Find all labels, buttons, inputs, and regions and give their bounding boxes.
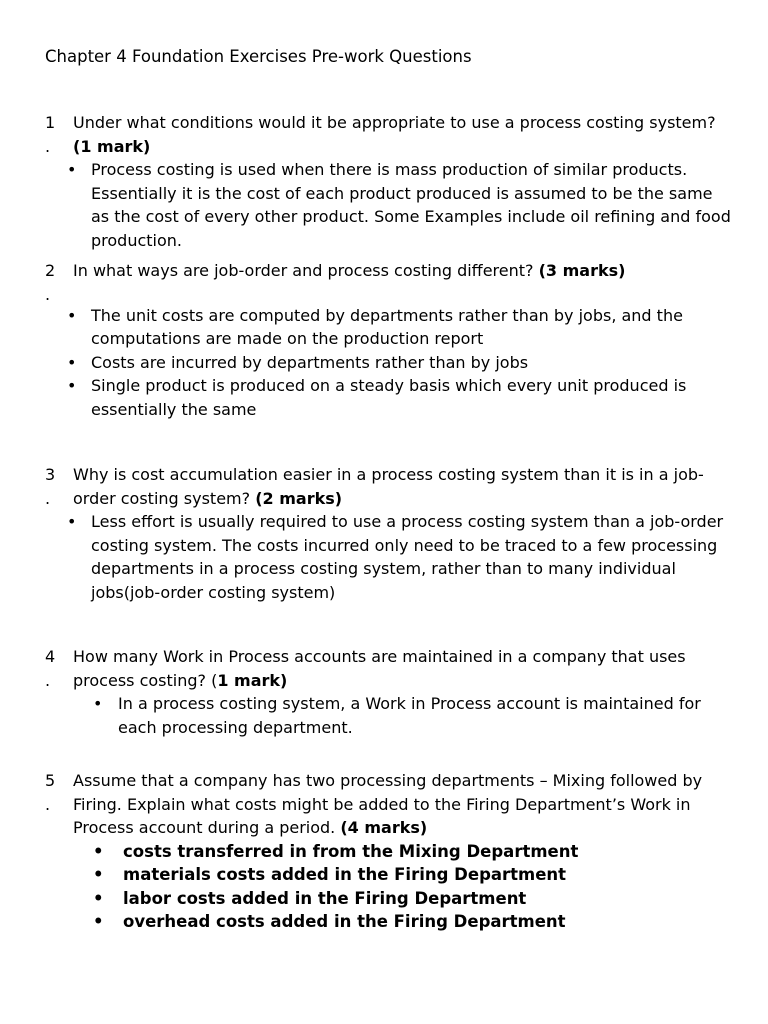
answer-item: • materials costs added in the Firing Department xyxy=(45,863,735,887)
question-5-answers xyxy=(45,840,735,934)
answer-item: • In a process costing system, a Work in Process account is maintained for each processing department. xyxy=(93,694,701,737)
question-3-answers xyxy=(45,510,735,604)
question-3-text: 3 . Why is cost accumulation easier in a process costing system than it is in a job-order costing system? (2 marks) xyxy=(45,463,735,510)
question-1-text: 1 . Under what conditions would it be appropriate to use a process costing system? (1 mark) xyxy=(45,111,735,158)
answer-item: • The unit costs are computed by departments rather than by jobs, and the computations are made on the production report xyxy=(67,305,683,348)
bullet-icon: • xyxy=(67,352,77,372)
question-1 xyxy=(45,111,735,252)
bullet-icon: • xyxy=(67,512,77,531)
bullet-icon: • xyxy=(93,888,104,908)
question-3 xyxy=(45,463,735,604)
bullet-icon: • xyxy=(67,160,77,179)
question-4-number: 4 . xyxy=(45,647,56,690)
question-2-answers xyxy=(45,304,735,422)
answer-item: • Single product is produced on a steady basis which every unit produced is essentially the same xyxy=(67,376,687,419)
question-4-text: 4 . How many Work in Process accounts are maintained in a company that uses process costing? (1 mark) xyxy=(45,645,735,692)
answer-item: • Process costing is used when there is mass production of similar products. Essentially it is the cost of each product produced is assumed to be the same as the cost of every other product. Some Examples include oil refining and food production. xyxy=(67,160,731,250)
question-1-number: 1 . xyxy=(45,113,56,156)
bullet-icon: • xyxy=(93,841,104,861)
answer-item: • costs transferred in from the Mixing Department xyxy=(45,840,735,864)
question-2-text: 2 . In what ways are job-order and process costing different? (3 marks) xyxy=(45,259,735,283)
question-3-number: 3 . xyxy=(45,465,56,508)
page-title: Chapter 4 Foundation Exercises Pre-work Questions xyxy=(45,47,472,66)
answer-item: • Costs are incurred by departments rather than by jobs xyxy=(45,351,735,375)
bullet-icon: • xyxy=(67,376,77,395)
bullet-icon: • xyxy=(67,305,77,325)
question-1-marks: (1 mark) xyxy=(73,136,151,156)
question-5-marks: (4 marks) xyxy=(340,818,428,837)
question-1-answers xyxy=(45,158,735,252)
question-2 xyxy=(45,259,735,421)
question-5-text: 5 . Assume that a company has two processing departments – Mixing followed by Firing. Explain what costs might be added to the Firing Department’s Work in Process account during a period. (4 marks) xyxy=(45,771,703,837)
question-4 xyxy=(45,645,735,739)
bullet-icon: • xyxy=(93,912,104,931)
question-4-answers xyxy=(45,692,735,739)
bullet-icon: • xyxy=(93,865,104,884)
answer-item: • labor costs added in the Firing Department xyxy=(45,887,735,911)
answer-item: • Less effort is usually required to use a process costing system than a job-order costing system. The costs incurred only need to be traced to a few processing departments in a process costing system, rather than to many individual jobs(job-order costing system) xyxy=(67,512,724,602)
question-2-number: 2 . xyxy=(45,261,56,304)
question-4-marks: 1 mark) xyxy=(217,670,288,690)
answer-item: • overhead costs added in the Firing Department xyxy=(45,910,735,934)
bullet-icon: • xyxy=(93,694,103,713)
question-2-marks: (3 marks) xyxy=(538,261,626,280)
question-5-number: 5 . xyxy=(45,771,56,814)
question-5 xyxy=(45,769,735,934)
question-3-marks: (2 marks) xyxy=(255,488,343,508)
